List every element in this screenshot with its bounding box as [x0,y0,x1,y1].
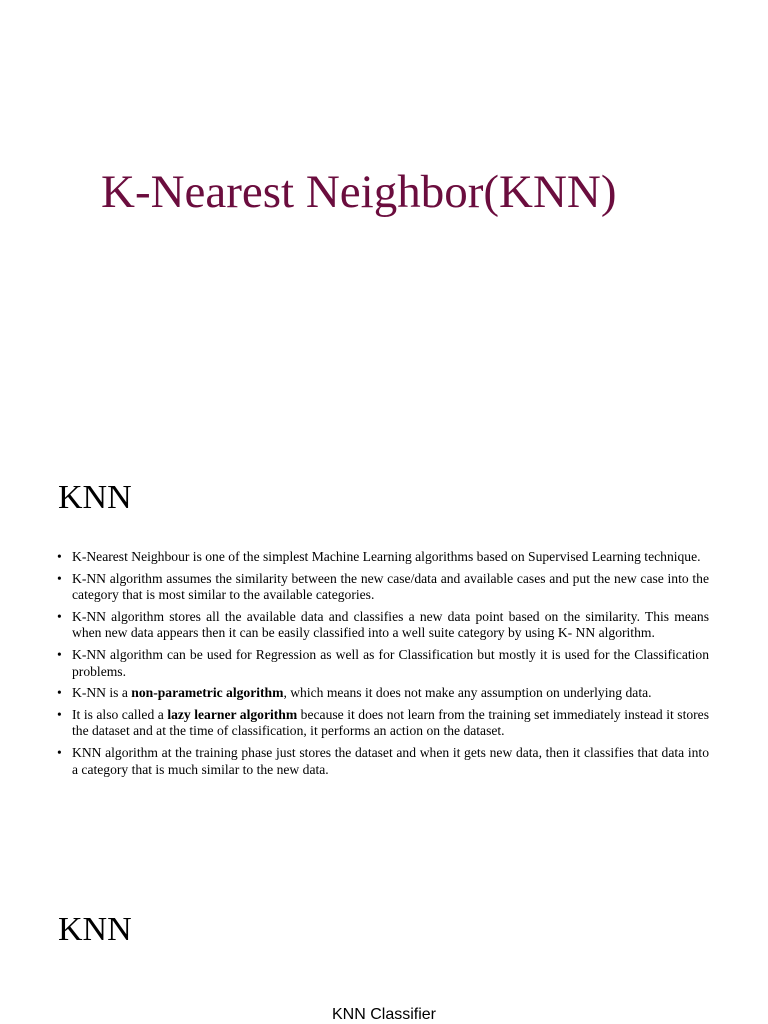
bullet-icon: • [57,608,62,624]
bullet-icon: • [57,744,62,760]
list-item [56,647,709,680]
bullet-text: K-NN algorithm stores all the available data and classifies a new data point based on the similarity. This means when new data appears then it can be easily classified into a well suite category by using K- NN algorithm. [72,608,709,641]
bullet-text: KNN algorithm at the training phase just stores the dataset and when it gets new data, then it classifies that data into a category that is much similar to the new data. [72,744,709,777]
bullet-text: K-Nearest Neighbour is one of the simplest Machine Learning algorithms based on Supervised Learning technique. [72,549,701,564]
bullet-icon: • [57,685,62,701]
bullet-bold-term: lazy learner algorithm [167,706,298,722]
bullet-text-rest: because it does not learn from the training set immediately instead it stores the dataset and at the time of classification, it performs an action on the dataset. [72,706,709,739]
bullet-icon: • [57,706,62,722]
figure-caption: KNN Classifier [331,1006,436,1023]
bullet-text-rest: , which means it does not make any assumption on underlying data. [283,685,652,701]
list-item [56,549,709,566]
list-item [56,707,709,740]
list-item [56,609,709,642]
bullet-icon: • [57,570,62,586]
bullet-text: K-NN algorithm can be used for Regression as well as for Classification but mostly it is used for the Classification problems. [72,646,709,679]
bullet-icon: • [57,549,62,564]
bullet-text: K-NN is a [72,685,132,701]
slide-title: K-Nearest Neighbor(KNN) [101,166,617,218]
section-heading-knn-2: KNN [58,911,132,948]
bullet-text: K-NN algorithm assumes the similarity between the new case/data and available cases and put the new case into the category that is most similar to the available categories. [72,570,709,603]
bullet-icon: • [57,646,62,662]
bullet-list [56,549,709,783]
list-item [56,745,709,778]
bullet-text: It is also called a [72,706,168,722]
bullet-bold-term: non-parametric algorithm [131,685,284,701]
list-item [56,571,709,604]
section-heading-knn: KNN [58,479,132,516]
list-item [56,685,709,702]
